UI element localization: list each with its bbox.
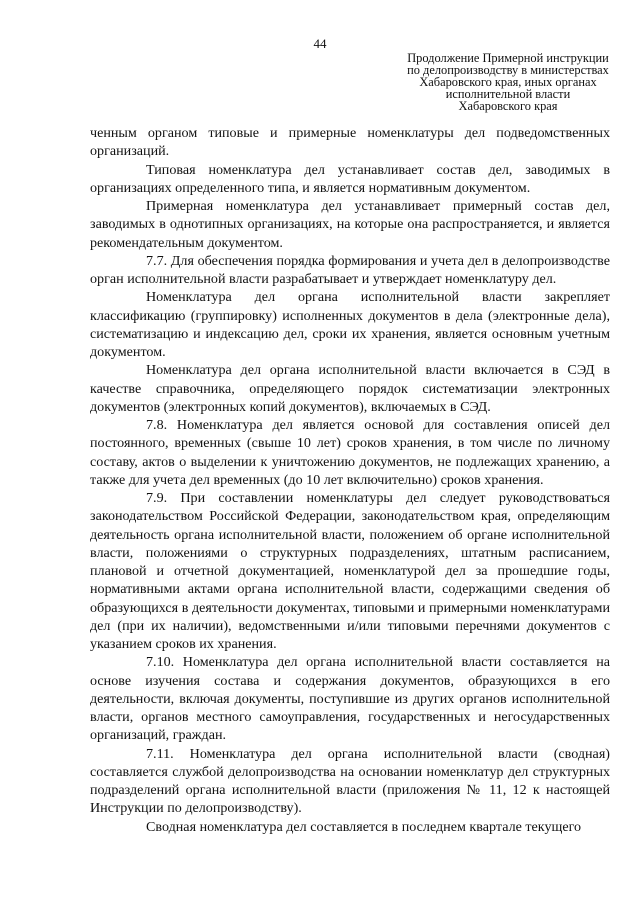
paragraph: Примерная номенклатура дел устанавливает примерный состав дел, заводимых в однотипных организациях, на которые она распространяется, и является рекомендательным документом. (90, 198, 610, 251)
page-number: 44 (313, 36, 327, 51)
document-body (90, 124, 610, 836)
paragraph: Номенклатура дел органа исполнительной власти включается в СЭД в качестве справочника, определяющего порядок систематизации электронных документов (электронных копий документов), включаемых в СЭД. (90, 362, 610, 415)
paragraph: Сводная номенклатура дел составляется в последнем квартале текущего (146, 818, 582, 835)
running-header-line: Хабаровского края (458, 99, 558, 113)
paragraph: 7.10. Номенклатура дел органа исполнительной власти составляется на основе изучения состава и содержания документов, образующихся в его деятельности, включая документы, поступившие из других органов исполнительной власти, органов местного самоуправления, государственных и негосударственных организаций, граждан. (90, 654, 610, 744)
paragraph: Типовая номенклатура дел устанавливает состав дел, заводимых в организациях определенного типа, и является нормативным документом. (90, 161, 610, 196)
paragraph: 7.11. Номенклатура дел органа исполнительной власти (сводная) составляется службой делопроизводства на основании номенклатур дел структурных подразделений органа исполнительной власти (приложения № 11, 12 к настоящей Инструкции по делопроизводству). (90, 745, 610, 817)
paragraph: Номенклатура дел органа исполнительной власти закрепляет классификацию (группировку) исполненных документов в дела (электронные дела), систематизацию и индексацию дел, сроки их хранения, является основным учетным документом. (90, 289, 610, 360)
running-header-line: Хабаровского края, иных органах (419, 75, 597, 89)
running-header (388, 52, 628, 112)
running-header-line: Продолжение Примерной инструкции (407, 51, 609, 65)
paragraph-continuation: ченным органом типовые и примерные номенклатуры дел подведомственных организаций. (90, 125, 610, 160)
paragraph: 7.7. Для обеспечения порядка формирования и учета дел в делопроизводстве орган исполнительной власти разрабатывает и утверждает номенклатуру дел. (90, 252, 610, 287)
running-header-line: исполнительной власти (445, 87, 571, 101)
running-header-line: по делопроизводству в министерствах (407, 63, 609, 77)
paragraph: 7.8. Номенклатура дел является основой для составления описей дел постоянного, временных (свыше 10 лет) сроков хранения, в том числе по личному составу, актов о выделении к уничтожению документов, не подлежащих хранению, а также для учета дел временных (до 10 лет включительно) сроков хранения. (90, 417, 610, 488)
paragraph: 7.9. При составлении номенклатуры дел следует руководствоваться законодательством Российской Федерации, законодательством края, определяющим деятельность органа исполнительной власти, положением об органе исполнительной власти, положениями о структурных подразделениях, штатным расписанием, плановой и отчетной документацией, номенклатурой дел за прошедшие годы, нормативными актами органа исполнительной власти, содержащими сведения об образующихся в деятельности документах, типовыми и примерными номенклатурами дел (при их наличии), ведомственными и/или типовыми перечнями документов с указанием сроков их хранения. (90, 490, 610, 652)
